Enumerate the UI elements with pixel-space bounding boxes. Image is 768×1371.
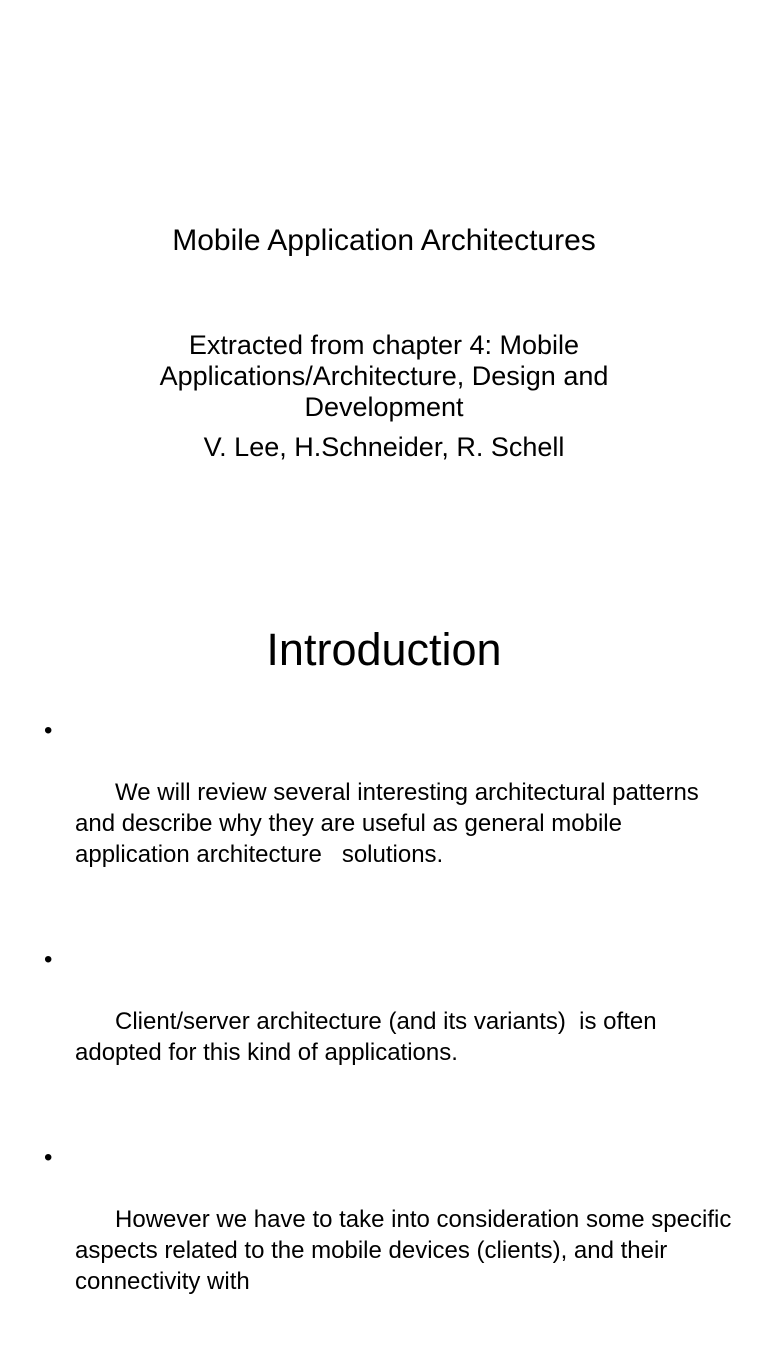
bullet-list [40, 715, 740, 1371]
bullet-text: Client/server architecture (and its variants) is often adopted for this kind of applications. [75, 1008, 664, 1066]
slide-introduction [0, 576, 768, 1295]
list-item [40, 715, 740, 901]
subtitle-block [84, 330, 684, 463]
bullet-text: However we have to take into consideration some specific aspects related to the mobile devices (clients), and their connectivity with [75, 1206, 738, 1295]
slide-title [0, 0, 768, 576]
subtitle-line: Applications/Architecture, Design and [159, 361, 609, 391]
bullet-icon: • [44, 1144, 53, 1171]
list-item [40, 1142, 740, 1328]
list-item [40, 944, 740, 1099]
introduction-heading: Introduction [266, 624, 502, 675]
authors-line: V. Lee, H.Schneider, R. Schell [203, 432, 565, 462]
subtitle-line: Development [304, 392, 464, 422]
bullet-icon: • [44, 946, 53, 973]
bullet-text: We will review several interesting architectural patterns and describe why they are useful as general mobile application architecture solutions. [75, 779, 706, 868]
slide-title-heading: Mobile Application Architectures [172, 224, 596, 257]
bullet-icon: • [44, 717, 53, 744]
subtitle-line: Extracted from chapter 4: Mobile [188, 330, 580, 360]
